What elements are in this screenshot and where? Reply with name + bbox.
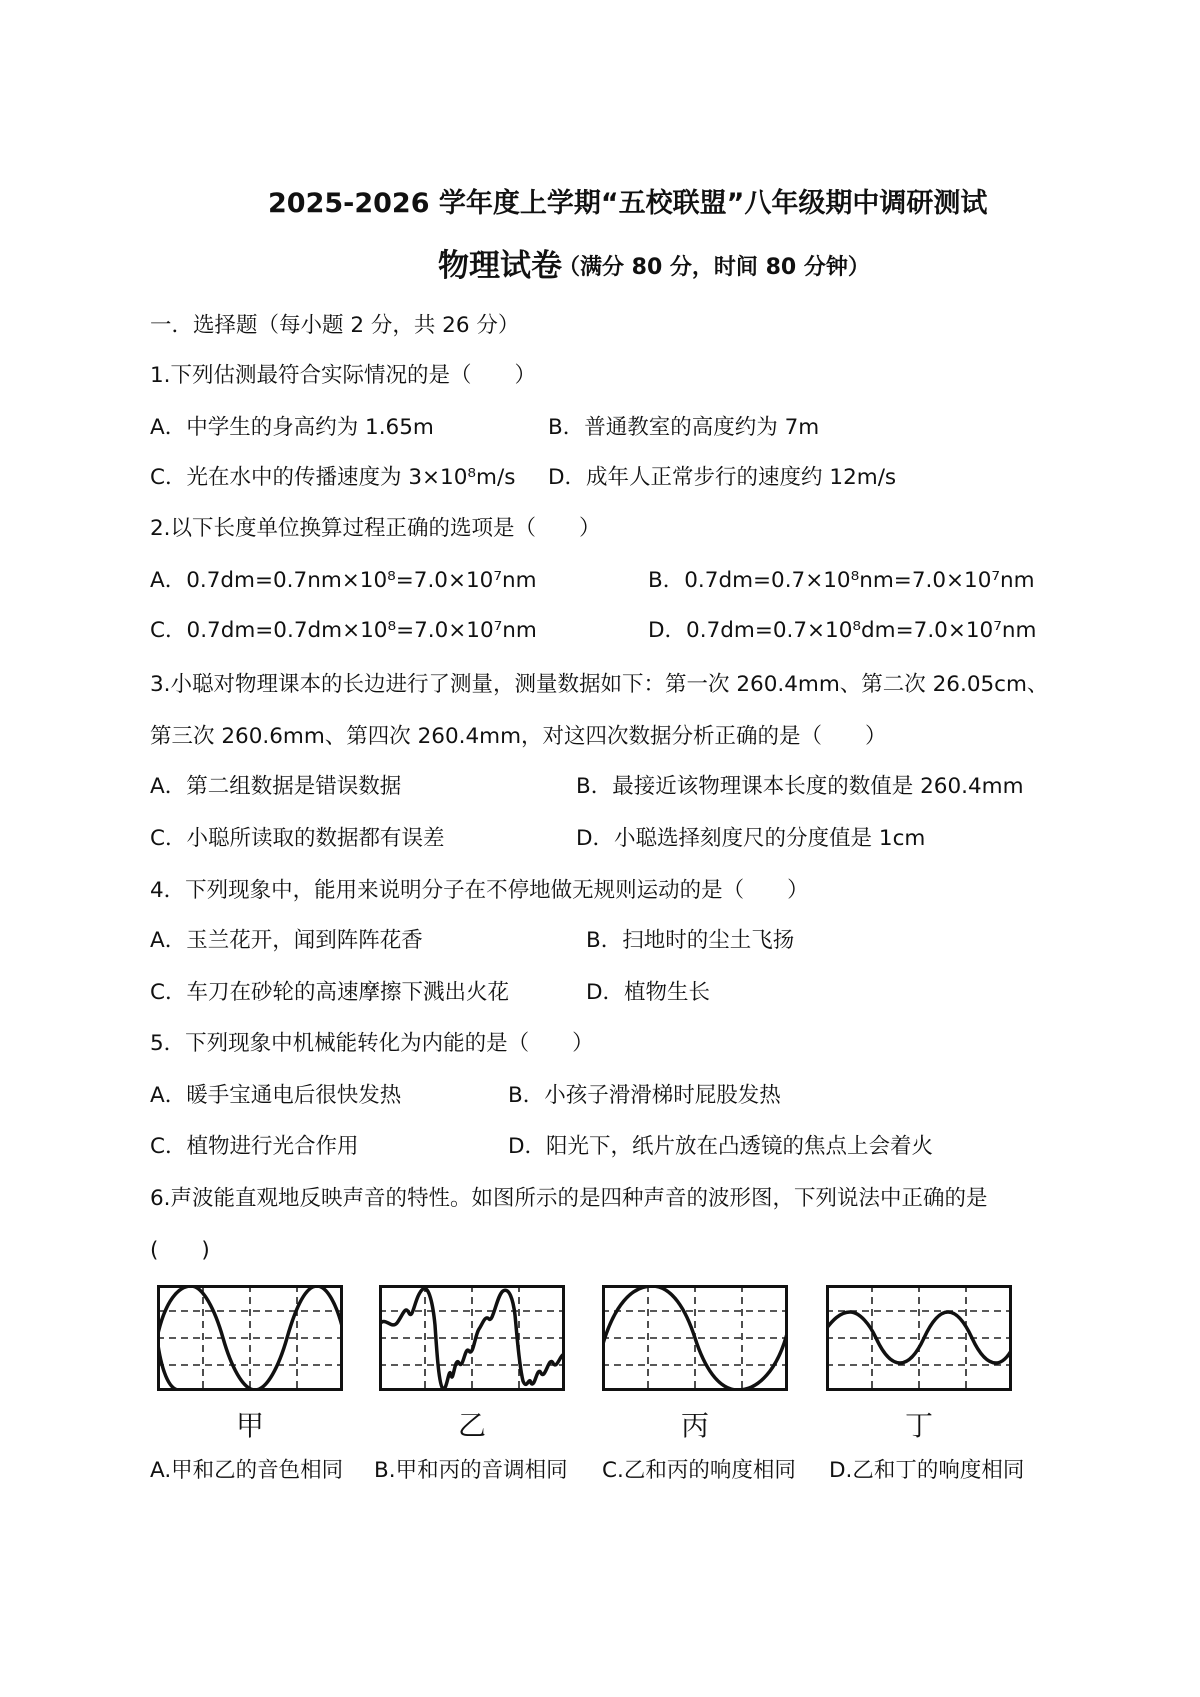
question-1-stem: 1.下列估测最符合实际情况的是（ ） <box>150 363 537 388</box>
q6-option-d: D.乙和丁的响度相同 <box>829 1458 1025 1483</box>
q6-option-a: A.甲和乙的音色相同 <box>150 1458 344 1483</box>
q6-option-c: C.乙和丙的响度相同 <box>602 1458 796 1483</box>
q2-option-d: D．0.7dm=0.7×10⁸dm=7.0×10⁷nm <box>648 618 1037 643</box>
q6-option-b: B.甲和丙的音调相同 <box>374 1458 568 1483</box>
q5-option-d: D．阳光下，纸片放在凸透镜的焦点上会着火 <box>508 1134 934 1159</box>
waveform-yi <box>379 1285 565 1391</box>
q4-option-a: A．玉兰花开，闻到阵阵花香 <box>150 928 423 953</box>
subject-title: 物理试卷 <box>438 248 562 284</box>
section-heading: 一．选择题（每小题 2 分，共 26 分） <box>150 313 520 338</box>
question-3-stem-line-2: 第三次 260.6mm、第四次 260.4mm，对这四次数据分析正确的是（ ） <box>150 724 887 749</box>
exam-title: 2025-2026 学年度上学期“五校联盟”八年级期中调研测试 <box>268 188 988 219</box>
q1-option-a: A．中学生的身高约为 1.65m <box>150 415 434 440</box>
q4-option-c: C．车刀在砂轮的高速摩擦下溅出火花 <box>150 980 510 1005</box>
q3-option-c: C．小聪所读取的数据都有误差 <box>150 826 445 851</box>
q1-option-b: B．普通教室的高度约为 7m <box>548 415 820 440</box>
q2-option-a: A．0.7dm=0.7nm×10⁸=7.0×10⁷nm <box>150 568 537 593</box>
q5-option-c: C．植物进行光合作用 <box>150 1134 359 1159</box>
question-2-stem: 2.以下长度单位换算过程正确的选项是（ ） <box>150 516 601 541</box>
question-6-stem-line-2: ( ) <box>150 1238 210 1263</box>
q2-option-c: C．0.7dm=0.7dm×10⁸=7.0×10⁷nm <box>150 618 537 643</box>
q2-option-b: B．0.7dm=0.7×10⁸nm=7.0×10⁷nm <box>648 568 1035 593</box>
q5-option-a: A．暖手宝通电后很快发热 <box>150 1083 402 1108</box>
waveform-bing <box>602 1285 788 1391</box>
q4-option-d: D．植物生长 <box>586 980 711 1005</box>
waveform-ding <box>826 1285 1012 1391</box>
q3-option-d: D．小聪选择刻度尺的分度值是 1cm <box>576 826 926 851</box>
figure-label-bing: 丙 <box>681 1409 710 1442</box>
question-5-stem: 5．下列现象中机械能转化为内能的是（ ） <box>150 1031 594 1056</box>
q4-option-b: B．扫地时的尘土飞扬 <box>586 928 795 953</box>
q1-option-d: D．成年人正常步行的速度约 12m/s <box>548 465 897 490</box>
q1-option-c: C．光在水中的传播速度为 3×10⁸m/s <box>150 465 516 490</box>
question-6-stem-line-1: 6.声波能直观地反映声音的特性。如图所示的是四种声音的波形图，下列说法中正确的是 <box>150 1186 988 1211</box>
waveform-jia <box>157 1285 343 1391</box>
question-3-stem-line-1: 3.小聪对物理课本的长边进行了测量，测量数据如下：第一次 260.4mm、第二次 26.05cm、 <box>150 672 1049 697</box>
question-4-stem: 4．下列现象中，能用来说明分子在不停地做无规则运动的是（ ） <box>150 878 809 903</box>
q3-option-b: B．最接近该物理课本长度的数值是 260.4mm <box>576 774 1024 799</box>
score-time-note: （满分 80 分，时间 80 分钟） <box>558 255 870 280</box>
figure-label-jia: 甲 <box>236 1409 265 1442</box>
q5-option-b: B．小孩子滑滑梯时屁股发热 <box>508 1083 781 1108</box>
figure-label-ding: 丁 <box>905 1409 934 1442</box>
figure-label-yi: 乙 <box>458 1409 487 1442</box>
q3-option-a: A．第二组数据是错误数据 <box>150 774 402 799</box>
